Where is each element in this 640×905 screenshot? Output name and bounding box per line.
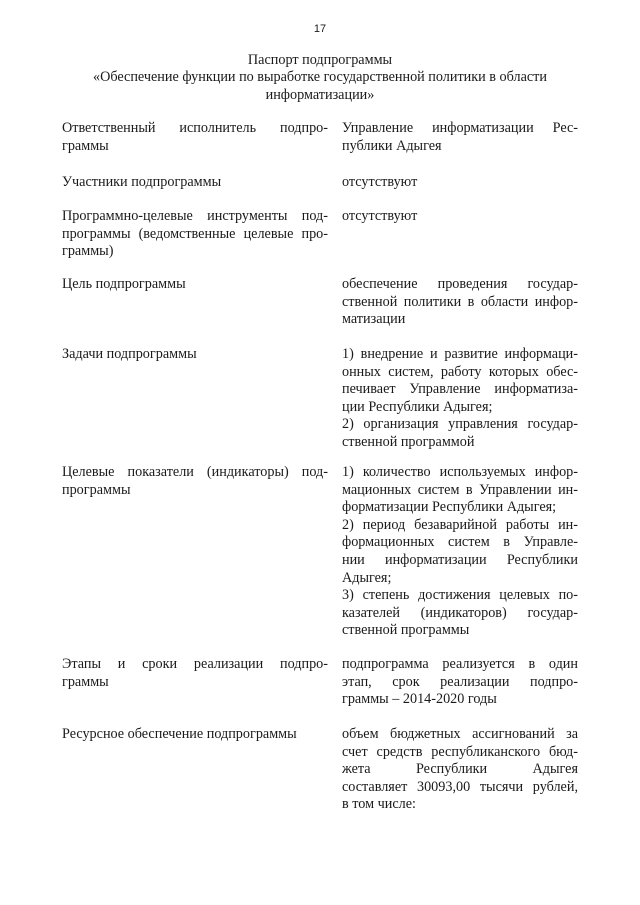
row-value	[342, 174, 578, 192]
row-label	[62, 464, 328, 499]
passport-title	[60, 52, 580, 104]
value-line: ственной политики в области инфор-	[342, 293, 578, 310]
value-line: ственной программы	[342, 622, 470, 639]
title-line-3: информатизации»	[265, 86, 375, 103]
value-line: жета Республики Адыгея	[342, 761, 578, 778]
value-line: 2) организация управления государ-	[342, 416, 578, 433]
value-line: подпрограмма реализуется в один	[342, 656, 578, 672]
value-line: Адыгея;	[342, 569, 392, 586]
value-line: формационных систем в Управле-	[342, 534, 578, 551]
label-line: программы (ведомственные целевые про-	[62, 225, 328, 242]
value-line: ственной программой	[342, 433, 475, 450]
value-line: 1) количество используемых инфор-	[342, 464, 578, 480]
label-line: граммы)	[62, 243, 114, 260]
row-label	[62, 276, 328, 294]
value-line: мационных систем в Управлении ин-	[342, 481, 578, 498]
value-line: в том числе:	[342, 796, 416, 813]
label-line: программы	[62, 481, 131, 498]
value-line: матизации	[342, 311, 406, 328]
row-label	[62, 120, 328, 155]
value-line: составляет 30093,00 тысячи рублей,	[342, 778, 578, 795]
value-line: нии информатизации Республики	[342, 551, 578, 568]
row-value	[342, 346, 578, 452]
label-line: Целевые показатели (индикаторы) под-	[62, 464, 328, 480]
label-line: Этапы и сроки реализации подпро-	[62, 656, 328, 672]
row-label	[62, 346, 328, 364]
label-line: граммы	[62, 137, 109, 154]
value-line: печивает Управление информатиза-	[342, 381, 578, 398]
row-label	[62, 656, 328, 691]
value-line: объем бюджетных ассигнований за	[342, 726, 578, 742]
label-line: Участники подпрограммы	[62, 174, 222, 190]
title-line-2: «Обеспечение функции по выработке государственной политики в области	[93, 69, 547, 86]
row-label	[62, 726, 328, 744]
row-value	[342, 208, 578, 226]
label-line: Цель подпрограммы	[62, 276, 186, 292]
value-line: ции Республики Адыгея;	[342, 398, 493, 415]
value-line: казателей (индикаторов) государ-	[342, 604, 578, 621]
row-value	[342, 726, 578, 814]
value-line: форматизации Республики Адыгея;	[342, 499, 557, 516]
row-label	[62, 208, 328, 261]
value-line: этап, срок реализации подпро-	[342, 673, 578, 690]
label-line: Задачи подпрограммы	[62, 346, 197, 362]
row-value	[342, 656, 578, 709]
row-label	[62, 174, 328, 192]
label-line: Ответственный исполнитель подпро-	[62, 120, 328, 136]
page-number: 17	[313, 23, 327, 35]
value-line: отсутствуют	[342, 174, 418, 190]
row-value	[342, 464, 578, 640]
row-value	[342, 120, 578, 155]
label-line: граммы	[62, 673, 109, 690]
row-value	[342, 276, 578, 329]
title-line-1: Паспорт подпрограммы	[247, 52, 393, 68]
value-line: обеспечение проведения государ-	[342, 276, 578, 292]
value-line: публики Адыгея	[342, 137, 442, 154]
value-line: 3) степень достижения целевых по-	[342, 587, 578, 604]
value-line: граммы – 2014-2020 годы	[342, 691, 497, 708]
value-line: отсутствуют	[342, 208, 418, 224]
label-line: Программно-целевые инструменты под-	[62, 208, 328, 224]
value-line: 1) внедрение и развитие информаци-	[342, 346, 578, 362]
value-line: счет средств республиканского бюд-	[342, 743, 578, 760]
value-line: 2) период безаварийной работы ин-	[342, 516, 578, 533]
value-line: онных систем, работу которых обес-	[342, 363, 578, 380]
label-line: Ресурсное обеспечение подпрограммы	[62, 726, 297, 742]
value-line: Управление информатизации Рес-	[342, 120, 578, 136]
